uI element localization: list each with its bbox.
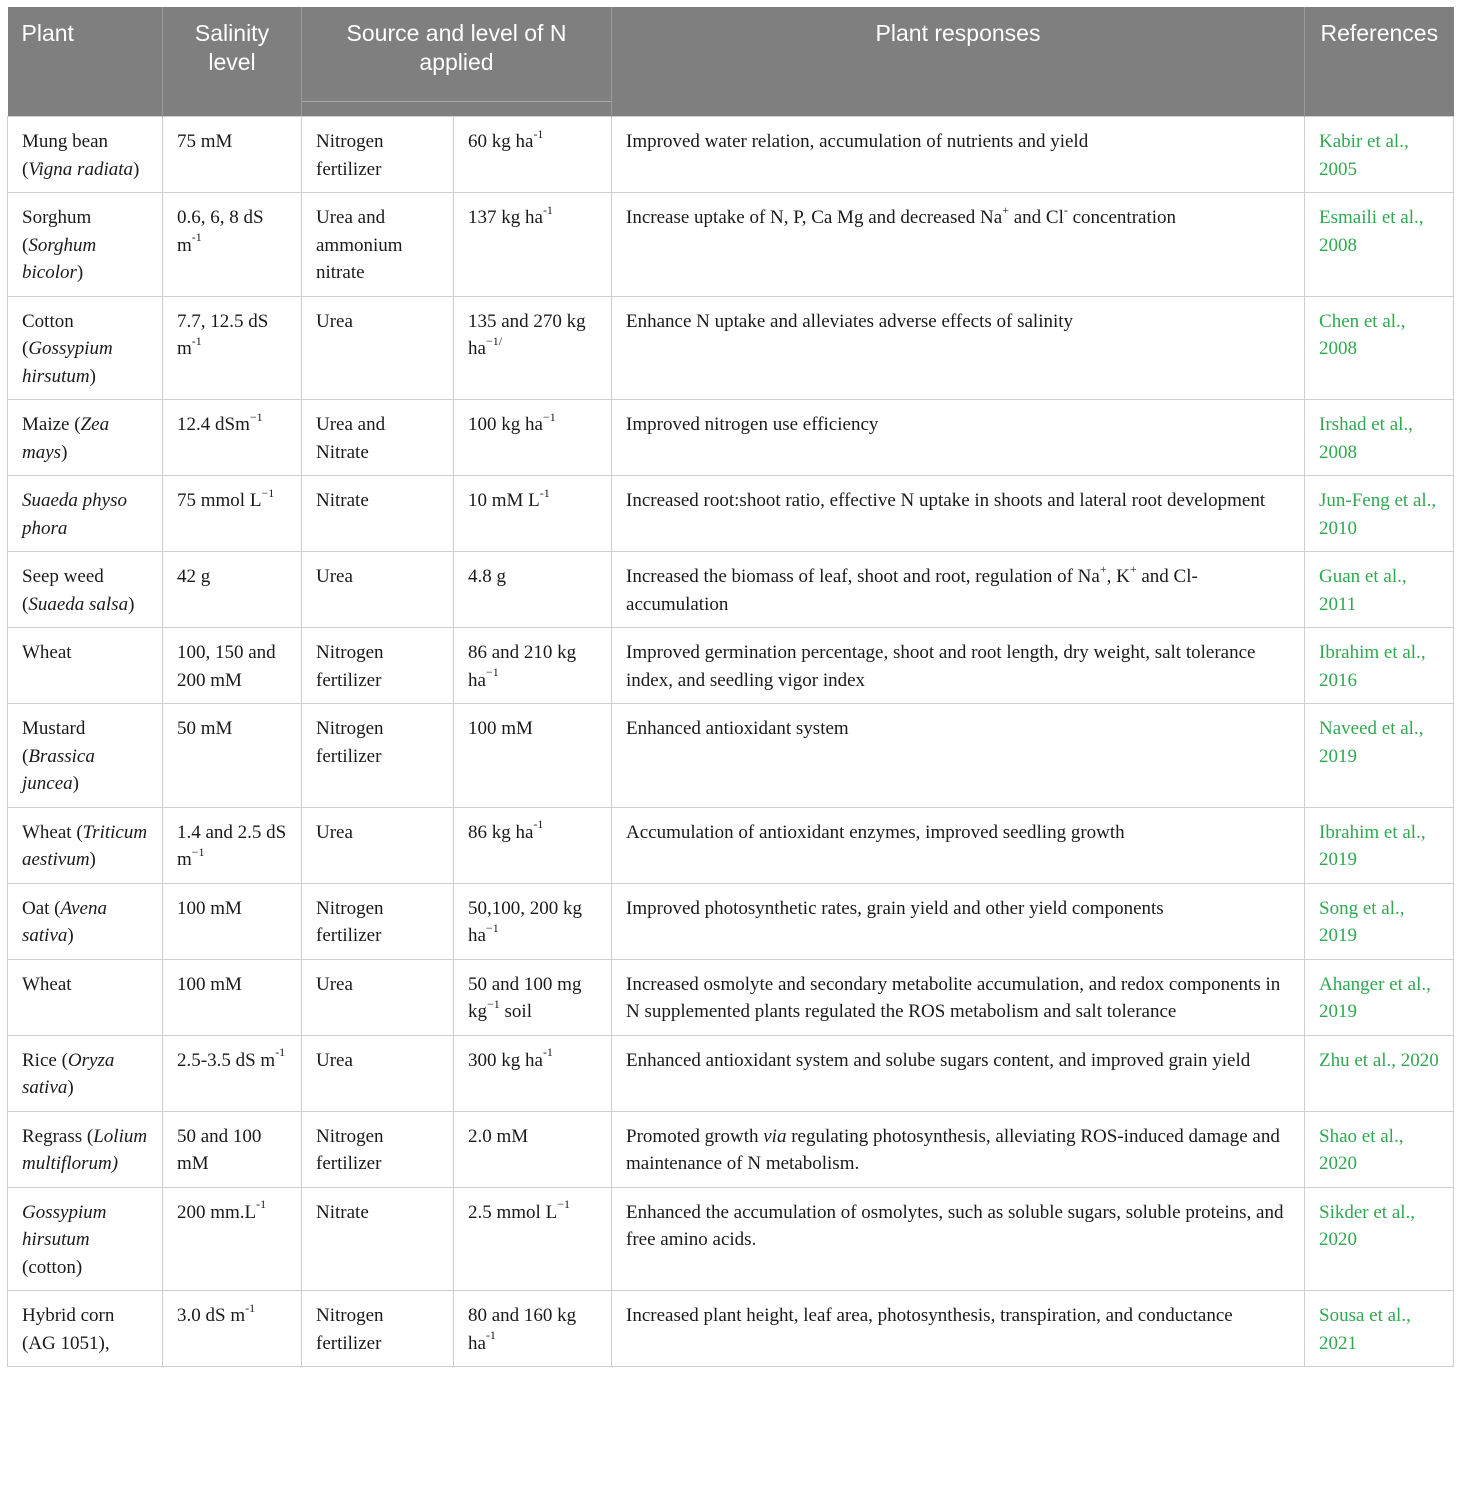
plant-response-cell xyxy=(612,117,1305,193)
salinity-value: 75 mM xyxy=(177,131,233,152)
plant-name-tail: ) xyxy=(76,262,84,283)
salinity-cell xyxy=(163,476,302,552)
table-row xyxy=(8,1111,1454,1187)
reference-link[interactable]: Zhu et al., 2020 xyxy=(1305,1035,1454,1111)
plant-response-cell xyxy=(612,959,1305,1035)
salinity-value: 100 mM xyxy=(177,897,242,919)
table-row xyxy=(8,883,1454,959)
plant-scientific-name: Triticum aestivum xyxy=(22,821,148,870)
nitrogen-source-cell xyxy=(302,476,454,552)
plant-scientific-name: Zea mays xyxy=(22,414,110,463)
table-row xyxy=(8,959,1454,1035)
nitrogen-level-cell xyxy=(454,193,612,297)
salinity-value: 7.7, 12.5 dS m xyxy=(177,310,269,359)
nitrogen-level: 10 mM L xyxy=(468,490,540,511)
reference-link[interactable]: Guan et al., 2011 xyxy=(1305,552,1454,628)
nitrogen-source-cell xyxy=(302,628,454,704)
nitrogen-level: 86 kg ha xyxy=(468,821,534,843)
plant-common-name: Maize ( xyxy=(22,414,81,435)
salinity-cell xyxy=(163,1035,302,1111)
salinity-value: 75 mmol L xyxy=(177,490,262,511)
nitrogen-level-cell xyxy=(454,1291,612,1367)
plant-common-name: Mung bean ( xyxy=(22,131,109,180)
header-responses: Plant responses xyxy=(612,7,1305,117)
nitrogen-level: 100 kg ha xyxy=(468,414,543,435)
table-row xyxy=(8,1291,1454,1367)
plant-name-tail: ) xyxy=(133,158,140,180)
nitrogen-level: 86 and 210 kg ha xyxy=(468,642,577,691)
nitrogen-level: 4.8 g xyxy=(468,566,506,587)
salinity-cell xyxy=(163,296,302,400)
salinity-exponent: −1 xyxy=(261,485,275,500)
nitrogen-source: Urea xyxy=(316,566,353,587)
table-row xyxy=(8,296,1454,400)
response-text-mid: and Cl xyxy=(1008,207,1064,228)
nitrogen-source: Urea xyxy=(316,821,353,843)
table-row xyxy=(8,193,1454,297)
nitrogen-level-cell xyxy=(454,296,612,400)
response-text: Increase uptake of N, P, Ca Mg and decreased Na xyxy=(626,207,1003,228)
salinity-cell xyxy=(163,807,302,883)
response-superscript: + xyxy=(1099,561,1107,576)
plant-response-cell xyxy=(612,1291,1305,1367)
plant-cell xyxy=(8,807,163,883)
nitrogen-level: 50,100, 200 kg ha xyxy=(468,897,582,946)
plant-scientific-name: Suaeda salsa xyxy=(28,593,129,615)
response-text-mid: , K xyxy=(1106,566,1130,587)
salinity-cell xyxy=(163,1187,302,1291)
nitrogen-level-cell xyxy=(454,1035,612,1111)
reference-link[interactable]: Sikder et al., 2020 xyxy=(1305,1187,1454,1291)
plant-cell xyxy=(8,400,163,476)
nitrogen-source: Urea and Nitrate xyxy=(316,414,386,463)
plant-response-cell xyxy=(612,296,1305,400)
nitrogen-level-cell xyxy=(454,704,612,808)
plant-name-tail: ) xyxy=(61,441,68,463)
nitrogen-level-exponent: −1 xyxy=(557,1197,570,1212)
salinity-exponent: −1 xyxy=(249,409,263,424)
reference-link[interactable]: Ibrahim et al., 2019 xyxy=(1305,807,1454,883)
plant-response-cell xyxy=(612,476,1305,552)
nitrogen-source: Nitrate xyxy=(316,490,369,511)
salinity-value: 3.0 dS m xyxy=(177,1305,246,1326)
table-row xyxy=(8,704,1454,808)
reference-link[interactable]: Jun-Feng et al., 2010 xyxy=(1305,476,1454,552)
nitrogen-level: 2.5 mmol L xyxy=(468,1201,558,1223)
salinity-exponent: −1 xyxy=(191,844,205,859)
nitrogen-level-exponent: -1 xyxy=(533,126,544,141)
nitrogen-source: Nitrogen fertilizer xyxy=(316,1305,384,1354)
nitrogen-source-cell xyxy=(302,400,454,476)
nitrogen-level-exponent: -1 xyxy=(485,1328,496,1343)
reference-link[interactable]: Sousa et al., 2021 xyxy=(1305,1291,1454,1367)
plant-response-cell xyxy=(612,1111,1305,1187)
plant-name-tail: ) xyxy=(89,849,96,870)
nitrogen-source-cell xyxy=(302,1291,454,1367)
nitrogen-level-exponent: -1 xyxy=(533,817,544,832)
plant-response-cell xyxy=(612,1187,1305,1291)
salinity-cell xyxy=(163,1291,302,1367)
response-text: Accumulation of antioxidant enzymes, improved seedling growth xyxy=(626,821,1125,843)
plant-cell xyxy=(8,628,163,704)
nitrogen-level: 137 kg ha xyxy=(468,207,543,228)
plant-scientific-name: Brassica juncea xyxy=(22,745,95,794)
plant-cell xyxy=(8,1111,163,1187)
plant-name-tail: ) xyxy=(67,925,74,946)
response-text: Improved water relation, accumulation of nutrients and yield xyxy=(626,131,1089,152)
reference-link[interactable]: Ibrahim et al., 2016 xyxy=(1305,628,1454,704)
nitrogen-level-tail: soil xyxy=(499,1001,532,1022)
table-row xyxy=(8,552,1454,628)
salinity-cell xyxy=(163,400,302,476)
plant-cell xyxy=(8,1035,163,1111)
reference-link[interactable]: Naveed et al., 2019 xyxy=(1305,704,1454,808)
salinity-value: 200 mm.L xyxy=(177,1201,257,1223)
nitrogen-source-cell xyxy=(302,807,454,883)
reference-link[interactable]: Song et al., 2019 xyxy=(1305,883,1454,959)
plant-name-tail: (cotton) xyxy=(22,1256,83,1278)
nitrogen-level-cell xyxy=(454,807,612,883)
plant-common-name: Cotton ( xyxy=(22,310,74,359)
response-text-cont: regulating photosynthesis, alleviating ROS-induced damage and maintenance of N metabolism. xyxy=(626,1125,1280,1174)
response-superscript: + xyxy=(1002,202,1009,217)
plant-cell xyxy=(8,959,163,1035)
nitrogen-source: Urea xyxy=(316,1049,353,1071)
salinity-exponent: -1 xyxy=(245,1300,256,1315)
plant-scientific-name: Oryza sativa xyxy=(22,1049,115,1098)
table-row xyxy=(8,400,1454,476)
nitrogen-level-exponent: −1 xyxy=(487,996,500,1011)
header-row xyxy=(8,7,1454,102)
plant-cell xyxy=(8,117,163,193)
plant-common-name: Wheat xyxy=(22,973,72,995)
response-text: Enhanced antioxidant system and solube sugars content, and improved grain yield xyxy=(626,1049,1251,1071)
salinity-cell xyxy=(163,883,302,959)
table-row xyxy=(8,807,1454,883)
nitrogen-source-cell xyxy=(302,959,454,1035)
nitrogen-level-cell xyxy=(454,552,612,628)
header-source-subdivider xyxy=(302,102,612,117)
salinity-value: 50 and 100 mM xyxy=(177,1125,262,1174)
response-superscript: + xyxy=(1129,561,1137,576)
plant-common-name: Wheat ( xyxy=(22,821,83,843)
salinity-value: 12.4 dSm xyxy=(177,414,250,435)
nitrogen-level: 135 and 270 kg ha xyxy=(468,310,586,359)
nitrogen-level-cell xyxy=(454,117,612,193)
nitrogen-level-exponent: −1/ xyxy=(485,333,503,348)
response-text-end: and Cl- accumulation xyxy=(626,566,1198,615)
response-text: Improved photosynthetic rates, grain yield and other yield components xyxy=(626,897,1164,919)
nitrogen-source: Nitrogen fertilizer xyxy=(316,642,384,691)
salinity-cell xyxy=(163,704,302,808)
response-text: Increased plant height, leaf area, photosynthesis, transpiration, and conductance xyxy=(626,1305,1233,1326)
nitrogen-source-cell xyxy=(302,193,454,297)
nitrogen-source: Urea and ammonium nitrate xyxy=(316,207,403,283)
response-text: Enhanced antioxidant system xyxy=(626,718,849,739)
plant-common-name: Oat ( xyxy=(22,897,61,919)
salinity-cell xyxy=(163,1111,302,1187)
nitrogen-source: Nitrogen fertilizer xyxy=(316,718,384,767)
nitrogen-level: 50 and 100 mg kg xyxy=(468,973,582,1022)
nitrogen-source: Urea xyxy=(316,973,353,995)
reference-link[interactable]: Esmaili et al., 2008 xyxy=(1305,193,1454,297)
nitrogen-level-exponent: −1 xyxy=(542,409,556,424)
nitrogen-source-cell xyxy=(302,552,454,628)
header-source: Source and level of N applied xyxy=(302,7,612,102)
salinity-cell xyxy=(163,193,302,297)
salinity-exponent: -1 xyxy=(191,230,202,245)
nitrogen-level-cell xyxy=(454,628,612,704)
plant-name-tail: ) xyxy=(67,1077,74,1098)
nitrogen-level: 2.0 mM xyxy=(468,1125,529,1147)
nitrogen-level: 60 kg ha xyxy=(468,131,534,152)
plant-common-name: Seep weed ( xyxy=(22,566,104,615)
salinity-value: 100, 150 and 200 mM xyxy=(177,642,276,691)
nitrogen-level-cell xyxy=(454,476,612,552)
table-row xyxy=(8,1035,1454,1111)
plant-cell xyxy=(8,883,163,959)
response-text: Enhanced the accumulation of osmolytes, such as soluble sugars, soluble proteins, and free amino acids. xyxy=(626,1201,1284,1250)
nitrogen-source-cell xyxy=(302,1187,454,1291)
salinity-cell xyxy=(163,117,302,193)
salinity-value: 0.6, 6, 8 dS m xyxy=(177,207,264,256)
salinity-value: 42 g xyxy=(177,566,211,587)
nitrogen-level-exponent: -1 xyxy=(542,202,553,217)
nitrogen-source-cell xyxy=(302,1035,454,1111)
response-italic: via xyxy=(763,1125,787,1147)
plant-response-cell xyxy=(612,628,1305,704)
plant-scientific-name: Gossypium hirsutum xyxy=(22,338,113,387)
salinity-value: 2.5-3.5 dS m xyxy=(177,1049,276,1071)
salinity-cell xyxy=(163,959,302,1035)
salinity-cell xyxy=(163,552,302,628)
salinity-exponent: -1 xyxy=(275,1045,286,1060)
nitrogen-level: 100 mM xyxy=(468,718,533,739)
plant-common-name: Wheat xyxy=(22,642,72,663)
nitrogen-source: Nitrogen fertilizer xyxy=(316,897,384,946)
plant-response-cell xyxy=(612,552,1305,628)
response-text: Improved nitrogen use efficiency xyxy=(626,414,879,435)
plant-common-name: Regrass ( xyxy=(22,1125,94,1147)
header-plant: Plant xyxy=(8,7,163,117)
nitrogen-source-cell xyxy=(302,1111,454,1187)
nitrogen-source-cell xyxy=(302,117,454,193)
plant-cell xyxy=(8,1187,163,1291)
plant-name-tail: ) xyxy=(89,365,96,387)
salinity-value: 1.4 and 2.5 dS m xyxy=(177,821,287,870)
reference-link[interactable]: Kabir et al., 2005 xyxy=(1305,117,1454,193)
table-row xyxy=(8,628,1454,704)
nitrogen-source: Nitrogen fertilizer xyxy=(316,1125,384,1174)
reference-link[interactable]: Shao et al., 2020 xyxy=(1305,1111,1454,1187)
nitrogen-level: 300 kg ha xyxy=(468,1049,543,1071)
plant-response-cell xyxy=(612,883,1305,959)
nitrogen-source-cell xyxy=(302,296,454,400)
plant-response-cell xyxy=(612,400,1305,476)
nitrogen-source: Nitrogen fertilizer xyxy=(316,131,384,180)
plant-response-cell xyxy=(612,807,1305,883)
plant-scientific-name: Vigna radiata xyxy=(28,158,134,180)
plant-cell xyxy=(8,552,163,628)
plant-scientific-name: Lolium multiflorum) xyxy=(22,1125,148,1174)
plant-response-cell xyxy=(612,1035,1305,1111)
plant-cell xyxy=(8,296,163,400)
salinity-value: 100 mM xyxy=(177,973,242,995)
salinity-exponent: -1 xyxy=(191,333,202,348)
nitrogen-level: 80 and 160 kg ha xyxy=(468,1305,577,1354)
table-container xyxy=(7,7,1453,1367)
response-superscript: - xyxy=(1063,202,1068,217)
response-text: Increased root:shoot ratio, effective N uptake in shoots and lateral root development xyxy=(626,490,1266,511)
reference-link[interactable]: Ahanger et al., 2019 xyxy=(1305,959,1454,1035)
nitrogen-level-exponent: -1 xyxy=(539,485,550,500)
nitrogen-level-exponent: −1 xyxy=(485,920,499,935)
nitrogen-source-cell xyxy=(302,704,454,808)
response-text: Increased osmolyte and secondary metabolite accumulation, and redox components in N supplemented plants regulated the ROS metabolism and salt tolerance xyxy=(626,973,1281,1022)
plant-scientific-name: Sorghum bicolor xyxy=(22,234,97,283)
response-text-end: concentration xyxy=(1067,207,1177,228)
plant-common-name: Sorghum ( xyxy=(22,207,92,256)
salinity-cell xyxy=(163,628,302,704)
plant-common-name: Hybrid corn (AG 1051), xyxy=(22,1305,115,1354)
plant-common-name: Rice ( xyxy=(22,1049,68,1071)
nitrogen-source-cell xyxy=(302,883,454,959)
plant-scientific-name: Gossypium hirsutum xyxy=(22,1201,107,1250)
reference-link[interactable]: Irshad et al., 2008 xyxy=(1305,400,1454,476)
response-text: Enhance N uptake and alleviates adverse effects of salinity xyxy=(626,310,1074,332)
plant-scientific-name: Avena sativa xyxy=(22,897,107,946)
nitrogen-source: Nitrate xyxy=(316,1201,369,1223)
plant-response-cell xyxy=(612,704,1305,808)
table-row xyxy=(8,1187,1454,1291)
plant-cell xyxy=(8,193,163,297)
nitrogen-source: Urea xyxy=(316,310,353,332)
nitrogen-level-cell xyxy=(454,1187,612,1291)
header-references: References xyxy=(1305,7,1454,117)
plant-cell xyxy=(8,1291,163,1367)
plant-cell xyxy=(8,704,163,808)
nitrogen-level-cell xyxy=(454,883,612,959)
salinity-exponent: -1 xyxy=(256,1197,267,1212)
table-row xyxy=(8,117,1454,193)
table-row xyxy=(8,476,1454,552)
plant-cell xyxy=(8,476,163,552)
plant-scientific-name: Suaeda physo phora xyxy=(22,490,128,539)
response-text: Increased the biomass of leaf, shoot and root, regulation of Na xyxy=(626,566,1100,587)
nitrogen-level-cell xyxy=(454,1111,612,1187)
nitrogen-level-exponent: −1 xyxy=(485,665,499,680)
reference-link[interactable]: Chen et al., 2008 xyxy=(1305,296,1454,400)
header-salinity: Salinity level xyxy=(163,7,302,117)
nitrogen-level-cell xyxy=(454,959,612,1035)
plant-name-tail: ) xyxy=(72,773,79,794)
plant-response-cell xyxy=(612,193,1305,297)
response-text: Promoted growth xyxy=(626,1125,764,1147)
salinity-value: 50 mM xyxy=(177,718,233,739)
plant-common-name: Mustard ( xyxy=(22,718,86,767)
response-text: Improved germination percentage, shoot and root length, dry weight, salt tolerance index, and seedling vigor index xyxy=(626,642,1256,691)
plant-name-tail: ) xyxy=(128,593,135,615)
nitrogen-level-cell xyxy=(454,400,612,476)
nitrogen-level-exponent: -1 xyxy=(542,1045,553,1060)
nitrogen-salinity-table xyxy=(7,7,1454,1367)
